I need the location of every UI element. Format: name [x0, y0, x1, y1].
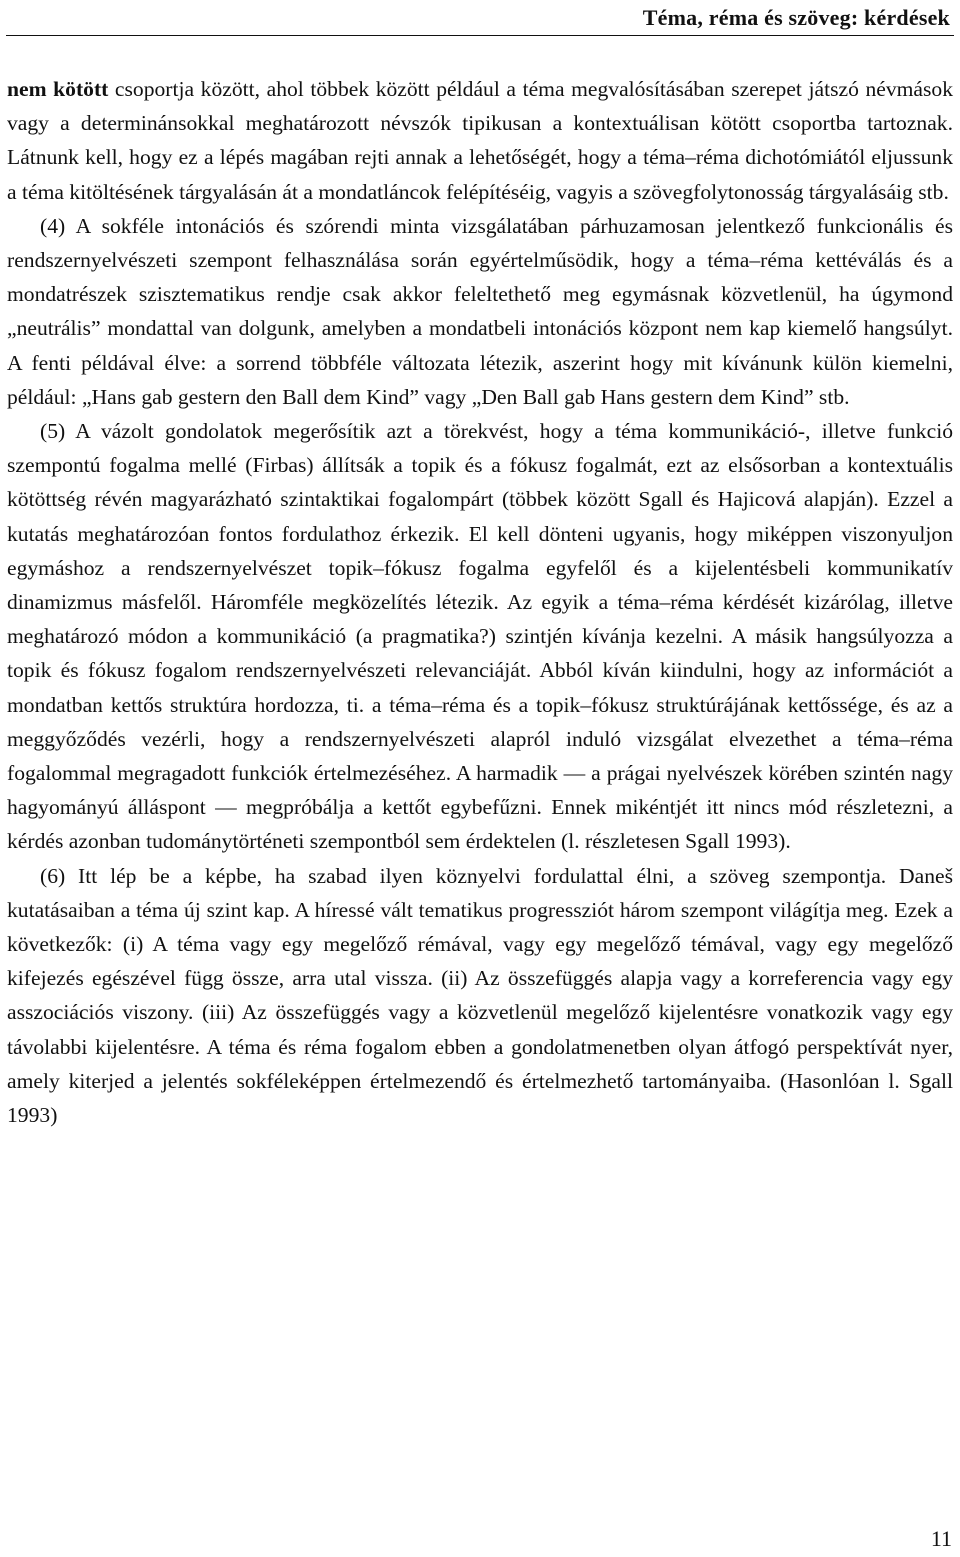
paragraph-continued	[7, 72, 953, 209]
running-header-title: Téma, réma és szöveg: kérdések	[642, 5, 950, 30]
body-text	[7, 72, 953, 1132]
bold-lead-phrase: nem kötött	[7, 77, 109, 101]
paragraph-5: (5) A vázolt gondolatok megerősítik azt a törekvést, hogy a téma kommunikáció-, illetve funkció szempontú fogalma mellé (Firbas) állítsák a topik és a fókusz fogalmát, ezt az elsősorban a kontextuális kötöttség révén magyarázható szintaktikai fogalompárt (többek között Sgall és Hajicová alapján). Ezzel a kutatás meghatározóan fontos fordulathoz érkezik. El kell dönteni ugyanis, hogy miképpen viszonyuljon egymáshoz a rendszernyelvészet topik–fókusz fogalma egyfelől és a kijelentésbeli kommunikatív dinamizmus másfelől. Háromféle megközelítés létezik. Az egyik a téma–réma kérdését kizárólag, illetve meghatározó módon a kommunikáció (a pragmatika?) szintjén kívánja kezelni. A másik hangsúlyozza a topik és fókusz fogalom rendszernyelvészeti relevanciáját. Abból kíván kiindulni, hogy az információt a mondatban kettős struktúra hordozza, ti. a téma–réma és a topik–fókusz struktúrájának kettőssége, és az a meggyőződés vezérli, hogy a rendszernyelvészeti alapról induló vizsgálat elvezethet a téma–réma fogalommal megragadott funkciók értelmezéséhez. A harmadik — a prágai nyelvészek körében szintén nagy hagyományú álláspont — megpróbálja a kettőt egybefűzni. Ennek mikéntjét itt nincs mód részletezni, a kérdés azonban tudománytörténeti szempontból sem érdektelen (l. részletesen Sgall 1993).	[7, 419, 953, 854]
paragraph-continued-text: csoportja között, ahol többek között például a téma megvalósításában szerepet játszó névmások vagy a determinánsokkal meghatározott névszók tipikusan a kontextuálisan kötött csoportba tartoznak. Látnunk kell, hogy ez a lépés magában rejti annak a lehetőségét, hogy a téma–réma dichotómiától eljussunk a téma kitöltésének tárgyalásán át a mondatláncok felépítéséig, vagyis a szövegfolytonosság tárgyalásáig stb.	[7, 77, 954, 204]
paragraph-6: (6) Itt lép be a képbe, ha szabad ilyen köznyelvi fordulattal élni, a szöveg szempontja. Daneš kutatásaiban a téma új szint kap. A híressé vált tematikus progressziót három szempont világítja meg. Ezek a következők: (i) A téma vagy egy megelőző rémával, vagy egy megelőző témával, vagy egy megelőző kifejezés egészével függ össze, arra utal vissza. (ii) Az összefüggés alapja vagy a korreferencia vagy egy asszociációs viszony. (iii) Az összefüggés vagy a közvetlenül megelőző kijelentésre vonatkozik vagy egy távolabbi kijelentésre. A téma és réma fogalom ebben a gondolatmenetben olyan átfogó perspektívát nyer, amely kiterjed a jelentés sokféleképpen értelmezendő és értelmezhető tartományaiba. (Hasonlóan l. Sgall 1993)	[7, 863, 953, 1128]
header-rule	[6, 35, 954, 36]
paragraph-4: (4) A sokféle intonációs és szórendi minta vizsgálatában párhuzamosan jelentkező funkcionális és rendszernyelvészeti szempont felhasználása során egyértelműsödik, hogy a téma–réma kettéválás és a mondatrészek szisztematikus rendje csak akkor feleltethető meg egymásnak közvetlenül, ha úgymond „neutrális” mondattal van dolgunk, amelyben a mondatbeli intonációs központ nem kap kiemelő hangsúlyt. A fenti példával élve: a sorrend többféle változata létezik, aszerint hogy mit kívánunk külön kiemelni, például: „Hans gab gestern den Ball dem Kind” vagy „Den Ball gab Hans gestern dem Kind” stb.	[7, 213, 953, 409]
page-number: 11	[930, 1526, 952, 1551]
